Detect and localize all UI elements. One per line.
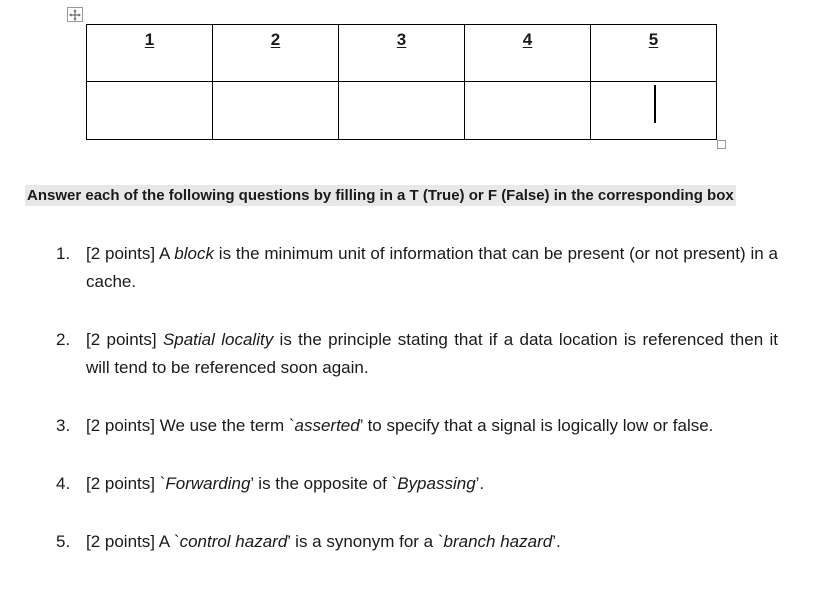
table-move-handle-icon[interactable]: [67, 7, 83, 22]
text-run: ’ is the opposite of `: [250, 474, 398, 493]
table-resize-handle[interactable]: [717, 140, 726, 149]
table-header-row: [87, 25, 717, 82]
instruction-text: Answer each of the following questions by filling in a T (True) or F (False) in the corresponding box: [27, 187, 734, 204]
move-arrows-icon: [69, 9, 81, 21]
answer-cell-5[interactable]: [591, 82, 717, 140]
question-number: 5.: [56, 532, 71, 551]
text-run: [2 points]: [86, 330, 163, 349]
text-run: ’.: [552, 532, 561, 551]
question-item: [56, 412, 778, 440]
question-number: 1.: [56, 244, 71, 263]
text-run: ’ to specify that a signal is logically low or false.: [359, 416, 714, 435]
text-run: [2 points] A: [86, 244, 175, 263]
column-number: 2: [270, 30, 281, 49]
column-number: 5: [648, 30, 659, 49]
answer-cell-1[interactable]: [87, 82, 213, 140]
column-number: 4: [522, 30, 533, 49]
question-item: [56, 470, 778, 498]
text-run: [2 points] A `: [86, 532, 180, 551]
emphasized-term: block: [174, 244, 214, 263]
header-cell: [591, 25, 717, 82]
emphasized-term: asserted: [294, 416, 360, 435]
question-number: 4.: [56, 474, 71, 493]
answer-cell-3[interactable]: [339, 82, 465, 140]
text-run: ’ is a synonym for a `: [287, 532, 444, 551]
answer-cell-4[interactable]: [465, 82, 591, 140]
table-answer-row: [87, 82, 717, 140]
header-cell: [87, 25, 213, 82]
question-item: [56, 326, 778, 382]
question-text: [86, 326, 778, 382]
header-cell: [213, 25, 339, 82]
text-run: [2 points] `: [86, 474, 166, 493]
text-run: ’.: [475, 474, 485, 493]
question-text: [86, 240, 778, 296]
emphasized-term: Spatial locality: [162, 330, 274, 349]
answer-table: [86, 24, 717, 140]
question-number: 2.: [56, 330, 71, 349]
emphasized-term: control hazard: [179, 532, 288, 551]
question-text: [86, 412, 778, 440]
text-run: is the principle stating that if a data location is referenced then it will tend to be referenced soon again.: [86, 330, 778, 377]
emphasized-term: branch hazard: [443, 532, 553, 551]
question-text: [86, 528, 778, 556]
answer-cell-2[interactable]: [213, 82, 339, 140]
text-cursor: [654, 85, 656, 123]
question-item: [56, 240, 778, 296]
column-number: 1: [144, 30, 155, 49]
emphasized-term: Forwarding: [165, 474, 251, 493]
column-number: 3: [396, 30, 407, 49]
text-run: [2 points] We use the term `: [86, 416, 295, 435]
question-number: 3.: [56, 416, 71, 435]
text-run: is the minimum unit of information that can be present (or not present) in a cache.: [86, 244, 778, 291]
question-item: [56, 528, 778, 556]
emphasized-term: Bypassing: [397, 474, 476, 493]
question-text: [86, 470, 778, 498]
header-cell: [465, 25, 591, 82]
header-cell: [339, 25, 465, 82]
